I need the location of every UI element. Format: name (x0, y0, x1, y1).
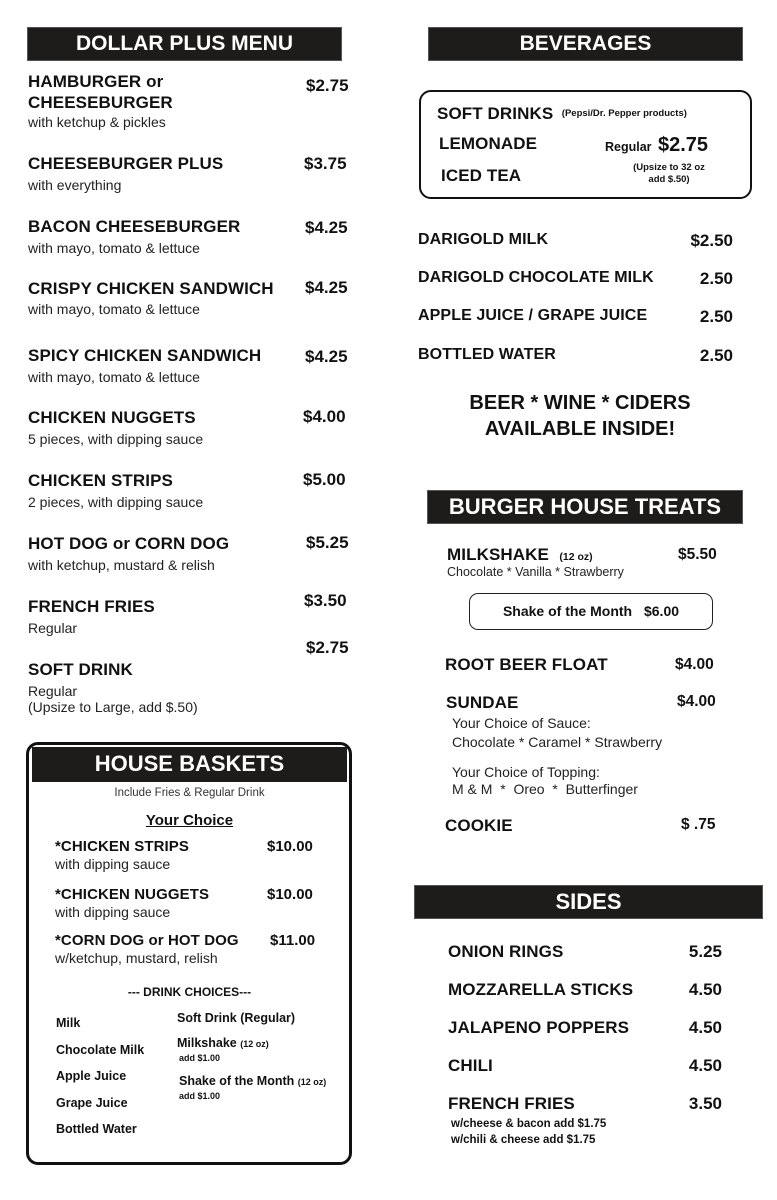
item-name: ROOT BEER FLOAT (445, 655, 608, 674)
item-price: $4.25 (305, 218, 348, 237)
item-price: 4.50 (688, 980, 722, 999)
item-name: FRENCH FRIES (28, 597, 155, 616)
menu-item-cheeseburger-plus (28, 154, 358, 193)
fountain-item: LEMONADE (439, 134, 538, 153)
alcohol-notice (410, 390, 750, 442)
shake-of-month-price: $6.00 (643, 603, 680, 619)
item-price: $2.75 (306, 76, 349, 95)
item-name-line2: CHEESEBURGER (28, 93, 173, 112)
drink-note: add $1.00 (179, 1053, 221, 1063)
item-name: CHILI (448, 1056, 493, 1075)
item-desc: 2 pieces, with dipping sauce (28, 494, 204, 510)
item-price: $4.25 (305, 347, 348, 366)
beverages-header: BEVERAGES (428, 27, 743, 61)
item-price: $4.25 (305, 278, 348, 297)
drink-choice: Milk (56, 1016, 81, 1030)
topping-label: Your Choice of Topping: (452, 764, 600, 780)
drink-choice: Apple Juice (56, 1069, 127, 1083)
menu-item-bacon-cheeseburger (28, 217, 358, 256)
treat-root-beer-float (445, 655, 735, 675)
item-name: *CORN DOG or HOT DOG (55, 932, 239, 949)
item-name: MILKSHAKE (447, 545, 549, 564)
item-size: (12 oz) (559, 551, 593, 563)
item-desc: with dipping sauce (55, 856, 171, 872)
item-desc: with ketchup & pickles (28, 114, 166, 130)
item-price: $10.00 (267, 886, 313, 903)
drink-choice-shake-of-month (177, 1074, 326, 1090)
item-desc: Regular (28, 620, 78, 636)
fries-addon: w/cheese & bacon add $1.75 (451, 1118, 607, 1130)
item-name: HOT DOG or CORN DOG (28, 534, 230, 553)
menu-item-french-fries (28, 591, 358, 636)
item-price: $5.50 (678, 546, 717, 563)
item-price: 5.25 (688, 942, 722, 961)
beverage-bottled-water (418, 346, 738, 364)
menu-item-hamburger (28, 72, 358, 130)
fountain-item: SOFT DRINKS (437, 104, 554, 123)
drink-name: Shake of the Month (179, 1074, 295, 1088)
item-price: $3.75 (304, 154, 347, 173)
side-mozzarella-sticks (448, 980, 728, 1000)
item-name: MOZZARELLA STICKS (448, 980, 634, 999)
alcohol-line: BEER * WINE * CIDERS (469, 392, 691, 414)
item-name: BOTTLED WATER (418, 346, 556, 363)
treat-sundae (446, 693, 736, 798)
item-desc: Chocolate * Vanilla * Strawberry (447, 565, 624, 579)
fountain-soft-drinks (437, 104, 687, 124)
fountain-price: $2.75 (658, 134, 709, 156)
item-name: HAMBURGER or (28, 72, 164, 91)
treat-milkshake (447, 545, 737, 579)
drink-size: (12 oz) (240, 1039, 269, 1049)
topping-options: M & M * Oreo * Butterfinger (452, 781, 638, 797)
fountain-upsize-note (614, 162, 724, 186)
item-desc: Regular (28, 683, 78, 699)
item-price: 2.50 (699, 307, 733, 326)
drink-choice: Chocolate Milk (56, 1042, 145, 1057)
size-label: Regular (605, 140, 652, 154)
menu-item-spicy-chicken-sandwich (28, 346, 358, 385)
alcohol-line: AVAILABLE INSIDE! (484, 418, 676, 440)
item-price: $4.00 (303, 407, 346, 426)
item-price: $4.00 (677, 693, 716, 710)
fries-addon: w/chili & cheese add $1.75 (451, 1134, 596, 1146)
upsize-line: add $.50) (648, 174, 690, 185)
item-price: $10.00 (267, 838, 313, 855)
fountain-price-block (605, 134, 708, 157)
menu-item-crispy-chicken-sandwich (28, 279, 358, 317)
menu-item-chicken-nuggets (28, 408, 358, 447)
item-price: $ .75 (681, 816, 716, 833)
item-name: BACON CHEESEBURGER (28, 217, 241, 236)
sauce-options: Chocolate * Caramel * Strawberry (452, 734, 663, 750)
item-name: COOKIE (445, 816, 513, 835)
house-baskets-subtitle: Include Fries & Regular Drink (114, 787, 265, 799)
drink-name: Soft Drink (Regular) (177, 1011, 296, 1025)
item-name: ONION RINGS (448, 942, 564, 961)
item-name: *CHICKEN STRIPS (55, 838, 190, 855)
item-name: SUNDAE (446, 693, 519, 712)
item-price: $3.50 (304, 591, 347, 610)
sides-header: SIDES (414, 885, 763, 919)
item-price: $4.00 (675, 656, 714, 673)
your-choice-heading: Your Choice (145, 812, 234, 829)
drink-choice-milkshake (177, 1036, 326, 1052)
menu-item-hot-dog (28, 534, 358, 573)
item-desc-upsize: (Upsize to Large, add $.50) (28, 699, 198, 715)
item-price: 2.50 (699, 269, 733, 288)
drink-choices-right (177, 1010, 326, 1102)
item-name: CRISPY CHICKEN SANDWICH (28, 279, 274, 298)
basket-item-chicken-strips (55, 838, 335, 872)
item-name: DARIGOLD MILK (418, 231, 549, 248)
drink-choices-left (56, 1010, 144, 1143)
drink-choices-heading: --- DRINK CHOICES--- (127, 985, 252, 999)
side-french-fries (448, 1094, 728, 1148)
item-desc: with ketchup, mustard & relish (28, 557, 215, 573)
item-name: SOFT DRINK (28, 660, 133, 679)
item-price: 4.50 (688, 1056, 722, 1075)
item-desc: w/ketchup, mustard, relish (55, 950, 218, 966)
shake-of-month-box (469, 593, 713, 630)
item-name: APPLE JUICE / GRAPE JUICE (418, 307, 648, 324)
drink-choice: Bottled Water (56, 1122, 137, 1136)
drink-size: (12 oz) (297, 1077, 327, 1087)
beverage-darigold-chocolate-milk (418, 269, 738, 287)
drink-choice: Grape Juice (56, 1095, 128, 1110)
basket-item-chicken-nuggets (55, 886, 335, 920)
soft-drinks-note: (Pepsi/Dr. Pepper products) (561, 108, 687, 119)
upsize-line: (Upsize to 32 oz (633, 162, 705, 173)
drink-note: add $1.00 (179, 1091, 221, 1101)
sauce-label: Your Choice of Sauce: (452, 715, 591, 731)
item-price: $5.00 (303, 470, 346, 489)
basket-item-corn-dog (55, 932, 335, 966)
side-onion-rings (448, 942, 728, 962)
item-price: $11.00 (270, 932, 316, 949)
dollar-plus-menu-header: DOLLAR PLUS MENU (27, 27, 342, 61)
item-name: *CHICKEN NUGGETS (55, 886, 210, 903)
side-jalapeno-poppers (448, 1018, 728, 1038)
beverage-darigold-milk (418, 231, 738, 249)
item-price: $2.50 (690, 231, 733, 250)
side-chili (448, 1056, 728, 1076)
house-baskets-header: HOUSE BASKETS (32, 747, 347, 782)
drink-name: Milkshake (177, 1036, 237, 1050)
drink-choice-soft-drink (177, 1010, 326, 1036)
menu-item-soft-drink (28, 638, 358, 715)
item-name: JALAPENO POPPERS (448, 1018, 630, 1037)
item-price: 3.50 (688, 1094, 722, 1113)
item-name: CHICKEN STRIPS (28, 471, 173, 490)
item-name: CHEESEBURGER PLUS (28, 154, 224, 173)
item-desc: with mayo, tomato & lettuce (28, 301, 200, 317)
item-desc: with dipping sauce (55, 904, 171, 920)
item-price: $2.75 (306, 638, 349, 657)
item-name: CHICKEN NUGGETS (28, 408, 196, 427)
treat-cookie (445, 816, 735, 836)
item-name: DARIGOLD CHOCOLATE MILK (418, 269, 654, 286)
beverage-apple-grape-juice (418, 307, 738, 325)
treats-header: BURGER HOUSE TREATS (427, 490, 743, 524)
item-name: FRENCH FRIES (448, 1094, 575, 1113)
item-name: SPICY CHICKEN SANDWICH (28, 346, 262, 365)
item-desc: with mayo, tomato & lettuce (28, 369, 200, 385)
item-desc: 5 pieces, with dipping sauce (28, 431, 204, 447)
menu-item-chicken-strips (28, 471, 358, 510)
item-price: 4.50 (688, 1018, 722, 1037)
fountain-item: ICED TEA (441, 166, 522, 185)
item-desc: with mayo, tomato & lettuce (28, 240, 200, 256)
item-price: $5.25 (306, 533, 349, 552)
item-price: 2.50 (699, 346, 733, 365)
item-desc: with everything (28, 177, 122, 193)
shake-of-month-name: Shake of the Month (502, 603, 633, 619)
